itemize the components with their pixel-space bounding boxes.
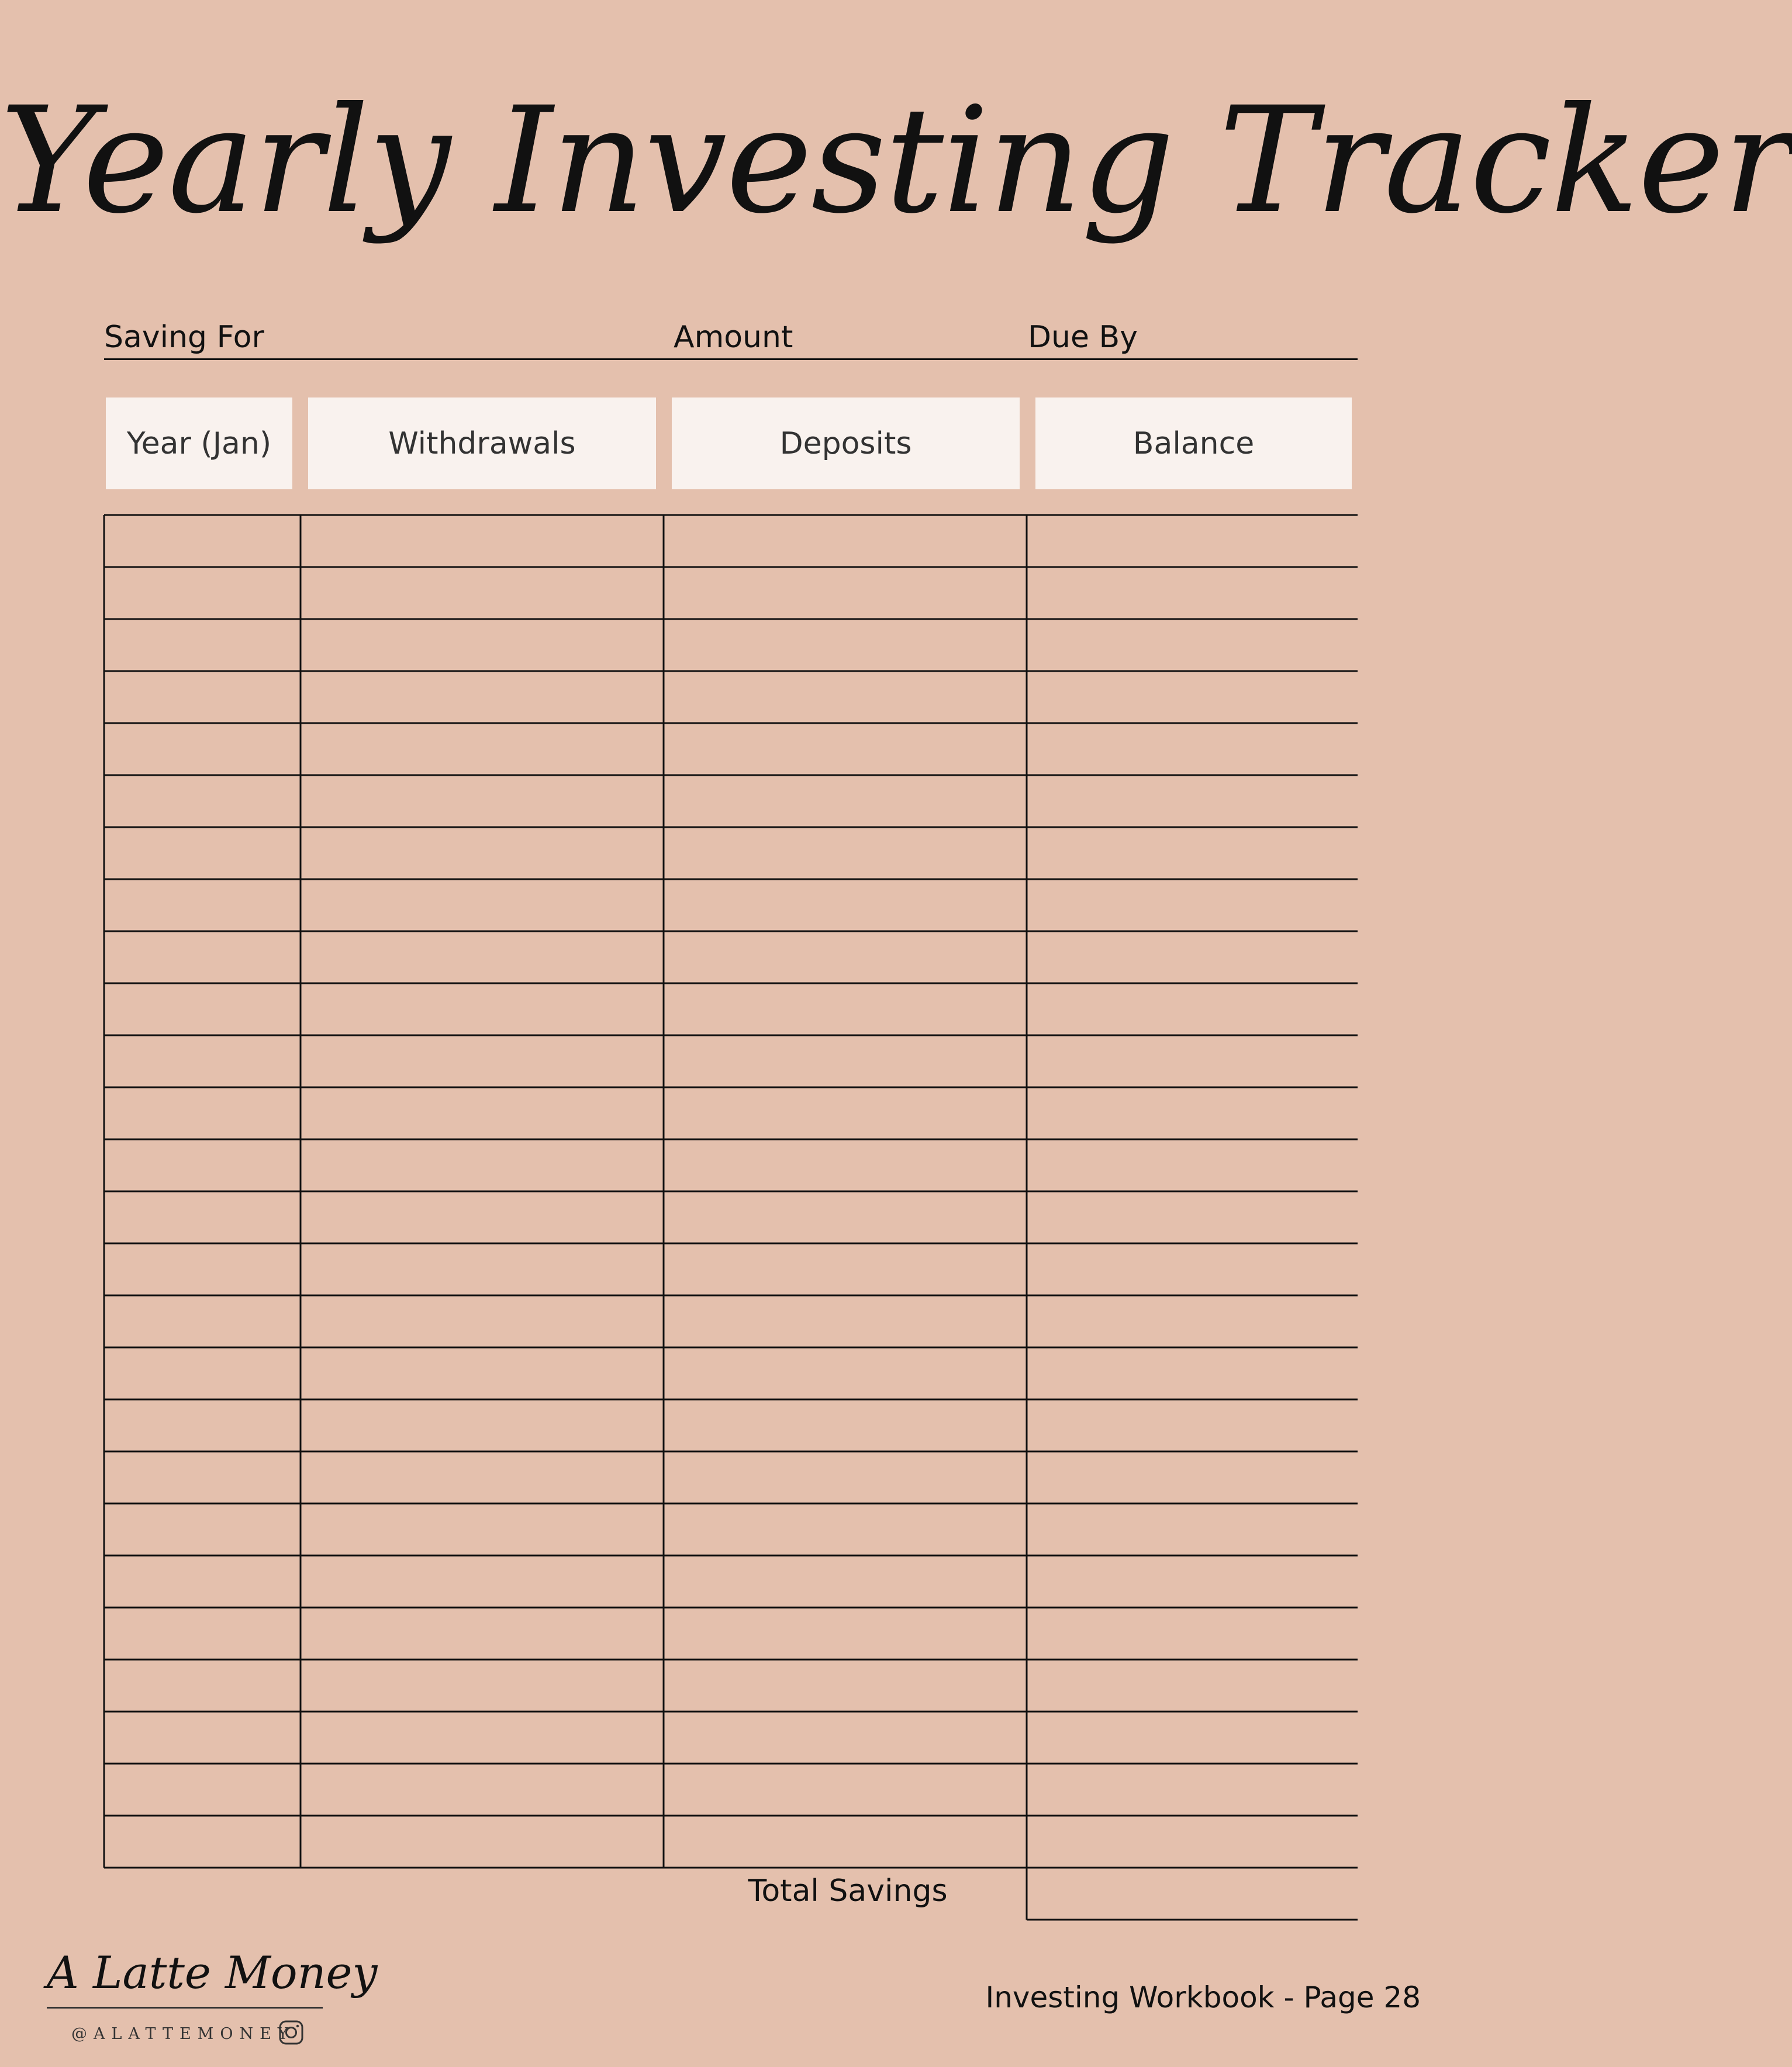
column-header-withdrawals: Withdrawals bbox=[308, 398, 656, 489]
table-cell[interactable] bbox=[1028, 1453, 1356, 1502]
table-cell[interactable] bbox=[665, 1192, 1026, 1242]
table-cell[interactable] bbox=[105, 1297, 299, 1346]
table-cell[interactable] bbox=[105, 880, 299, 930]
table-cell[interactable] bbox=[1028, 932, 1356, 982]
table-cell[interactable] bbox=[302, 1401, 662, 1450]
column-header-balance: Balance bbox=[1035, 398, 1352, 489]
table-cell[interactable] bbox=[302, 672, 662, 722]
table-cell[interactable] bbox=[105, 1661, 299, 1710]
total-savings-label: Total Savings bbox=[748, 1874, 948, 1909]
table-cell[interactable] bbox=[1028, 1817, 1356, 1866]
table-cell[interactable] bbox=[1028, 1349, 1356, 1398]
table-cell[interactable] bbox=[302, 984, 662, 1034]
table-cell[interactable] bbox=[1028, 1609, 1356, 1658]
table-cell[interactable] bbox=[105, 1245, 299, 1294]
table-cell[interactable] bbox=[1028, 1036, 1356, 1086]
table-cell[interactable] bbox=[1028, 984, 1356, 1034]
brand-logo-divider bbox=[47, 2007, 323, 2009]
table-cell[interactable] bbox=[1028, 516, 1356, 566]
table-cell[interactable] bbox=[1028, 1557, 1356, 1606]
page-title: Yearly Investing Tracker bbox=[0, 75, 1792, 246]
table-cell[interactable] bbox=[302, 1245, 662, 1294]
table-cell[interactable] bbox=[1028, 1713, 1356, 1762]
table-cell[interactable] bbox=[105, 1401, 299, 1450]
due-by-label: Due By bbox=[1028, 320, 1138, 355]
table-cell[interactable] bbox=[105, 724, 299, 774]
table-cell[interactable] bbox=[1028, 1192, 1356, 1242]
table-cell[interactable] bbox=[105, 828, 299, 878]
table-cell[interactable] bbox=[665, 1297, 1026, 1346]
table-cell[interactable] bbox=[665, 932, 1026, 982]
table-cell[interactable] bbox=[1028, 828, 1356, 878]
table-cell[interactable] bbox=[302, 1453, 662, 1502]
table-cell[interactable] bbox=[302, 1609, 662, 1658]
table-cell[interactable] bbox=[302, 1192, 662, 1242]
table-cell[interactable] bbox=[105, 516, 299, 566]
table-cell[interactable] bbox=[1028, 1765, 1356, 1814]
table-cell[interactable] bbox=[1028, 776, 1356, 826]
table-cell[interactable] bbox=[1028, 1245, 1356, 1294]
table-cell[interactable] bbox=[105, 1765, 299, 1814]
table-cell[interactable] bbox=[665, 776, 1026, 826]
table-cell[interactable] bbox=[302, 620, 662, 670]
table-cell[interactable] bbox=[105, 984, 299, 1034]
table-cell[interactable] bbox=[1028, 724, 1356, 774]
table-cell[interactable] bbox=[302, 1661, 662, 1710]
table-cell[interactable] bbox=[1028, 1505, 1356, 1554]
table-cell[interactable] bbox=[302, 1713, 662, 1762]
table-cell[interactable] bbox=[665, 1453, 1026, 1502]
table-cell[interactable] bbox=[1028, 1297, 1356, 1346]
table-cell[interactable] bbox=[665, 1245, 1026, 1294]
table-cell[interactable] bbox=[302, 1557, 662, 1606]
table-cell[interactable] bbox=[105, 1088, 299, 1138]
table-cell[interactable] bbox=[105, 568, 299, 618]
column-header-year: Year (Jan) bbox=[106, 398, 292, 489]
table-cell[interactable] bbox=[302, 776, 662, 826]
table-cell[interactable] bbox=[665, 1817, 1026, 1866]
table-cell[interactable] bbox=[665, 1609, 1026, 1658]
table-cell[interactable] bbox=[302, 1297, 662, 1346]
table-cell[interactable] bbox=[665, 1140, 1026, 1190]
table-cell[interactable] bbox=[105, 620, 299, 670]
table-cell[interactable] bbox=[665, 620, 1026, 670]
table-cell[interactable] bbox=[105, 1817, 299, 1866]
amount-label: Amount bbox=[674, 320, 793, 355]
table-cell[interactable] bbox=[302, 568, 662, 618]
table-cell[interactable] bbox=[665, 568, 1026, 618]
table-cell[interactable] bbox=[665, 828, 1026, 878]
table-cell[interactable] bbox=[665, 1661, 1026, 1710]
table-cell[interactable] bbox=[105, 1505, 299, 1554]
table-cell[interactable] bbox=[1028, 1140, 1356, 1190]
table-cell[interactable] bbox=[1028, 1661, 1356, 1710]
instagram-icon bbox=[278, 2020, 304, 2045]
table-cell[interactable] bbox=[665, 1713, 1026, 1762]
table-cell[interactable] bbox=[302, 1817, 662, 1866]
table-cell[interactable] bbox=[1028, 568, 1356, 618]
table-cell[interactable] bbox=[105, 1140, 299, 1190]
table-cell[interactable] bbox=[1028, 1088, 1356, 1138]
brand-handle: @ALATTEMONEY bbox=[71, 2025, 295, 2043]
table-cell[interactable] bbox=[665, 1088, 1026, 1138]
table-cell[interactable] bbox=[665, 516, 1026, 566]
table-cell[interactable] bbox=[302, 828, 662, 878]
table-cell[interactable] bbox=[302, 1088, 662, 1138]
saving-for-label: Saving For bbox=[104, 320, 264, 355]
table-cell[interactable] bbox=[302, 1505, 662, 1554]
table-cell[interactable] bbox=[665, 672, 1026, 722]
table-cell[interactable] bbox=[302, 724, 662, 774]
table-cell[interactable] bbox=[302, 880, 662, 930]
table-cell[interactable] bbox=[302, 1765, 662, 1814]
column-header-deposits: Deposits bbox=[672, 398, 1020, 489]
table-cell[interactable] bbox=[105, 1036, 299, 1086]
total-savings-cell[interactable] bbox=[1028, 1869, 1356, 1919]
table-cell[interactable] bbox=[665, 984, 1026, 1034]
table-cell[interactable] bbox=[1028, 1401, 1356, 1450]
table-cell[interactable] bbox=[105, 672, 299, 722]
table-cell[interactable] bbox=[1028, 880, 1356, 930]
table-cell[interactable] bbox=[665, 1349, 1026, 1398]
table-cell[interactable] bbox=[665, 880, 1026, 930]
table-cell[interactable] bbox=[105, 1609, 299, 1658]
table-cell[interactable] bbox=[302, 932, 662, 982]
table-cell[interactable] bbox=[665, 1557, 1026, 1606]
table-cell[interactable] bbox=[105, 932, 299, 982]
table-cell[interactable] bbox=[302, 1349, 662, 1398]
table-cell[interactable] bbox=[105, 1349, 299, 1398]
table-cell[interactable] bbox=[105, 1713, 299, 1762]
page-number-footer: Investing Workbook - Page 28 bbox=[985, 1980, 1421, 2014]
brand-logo-script: A Latte Money bbox=[47, 1947, 378, 1999]
table-cell[interactable] bbox=[105, 776, 299, 826]
table-cell[interactable] bbox=[1028, 672, 1356, 722]
table-cell[interactable] bbox=[665, 1505, 1026, 1554]
table-cell[interactable] bbox=[105, 1557, 299, 1606]
table-cell[interactable] bbox=[105, 1453, 299, 1502]
table-cell[interactable] bbox=[1028, 620, 1356, 670]
table-cell[interactable] bbox=[302, 1140, 662, 1190]
table-cell[interactable] bbox=[105, 1192, 299, 1242]
table-cell[interactable] bbox=[665, 1765, 1026, 1814]
table-cell[interactable] bbox=[302, 1036, 662, 1086]
table-cell[interactable] bbox=[665, 1401, 1026, 1450]
table-cell[interactable] bbox=[302, 516, 662, 566]
table-cell[interactable] bbox=[665, 724, 1026, 774]
table-cell[interactable] bbox=[665, 1036, 1026, 1086]
